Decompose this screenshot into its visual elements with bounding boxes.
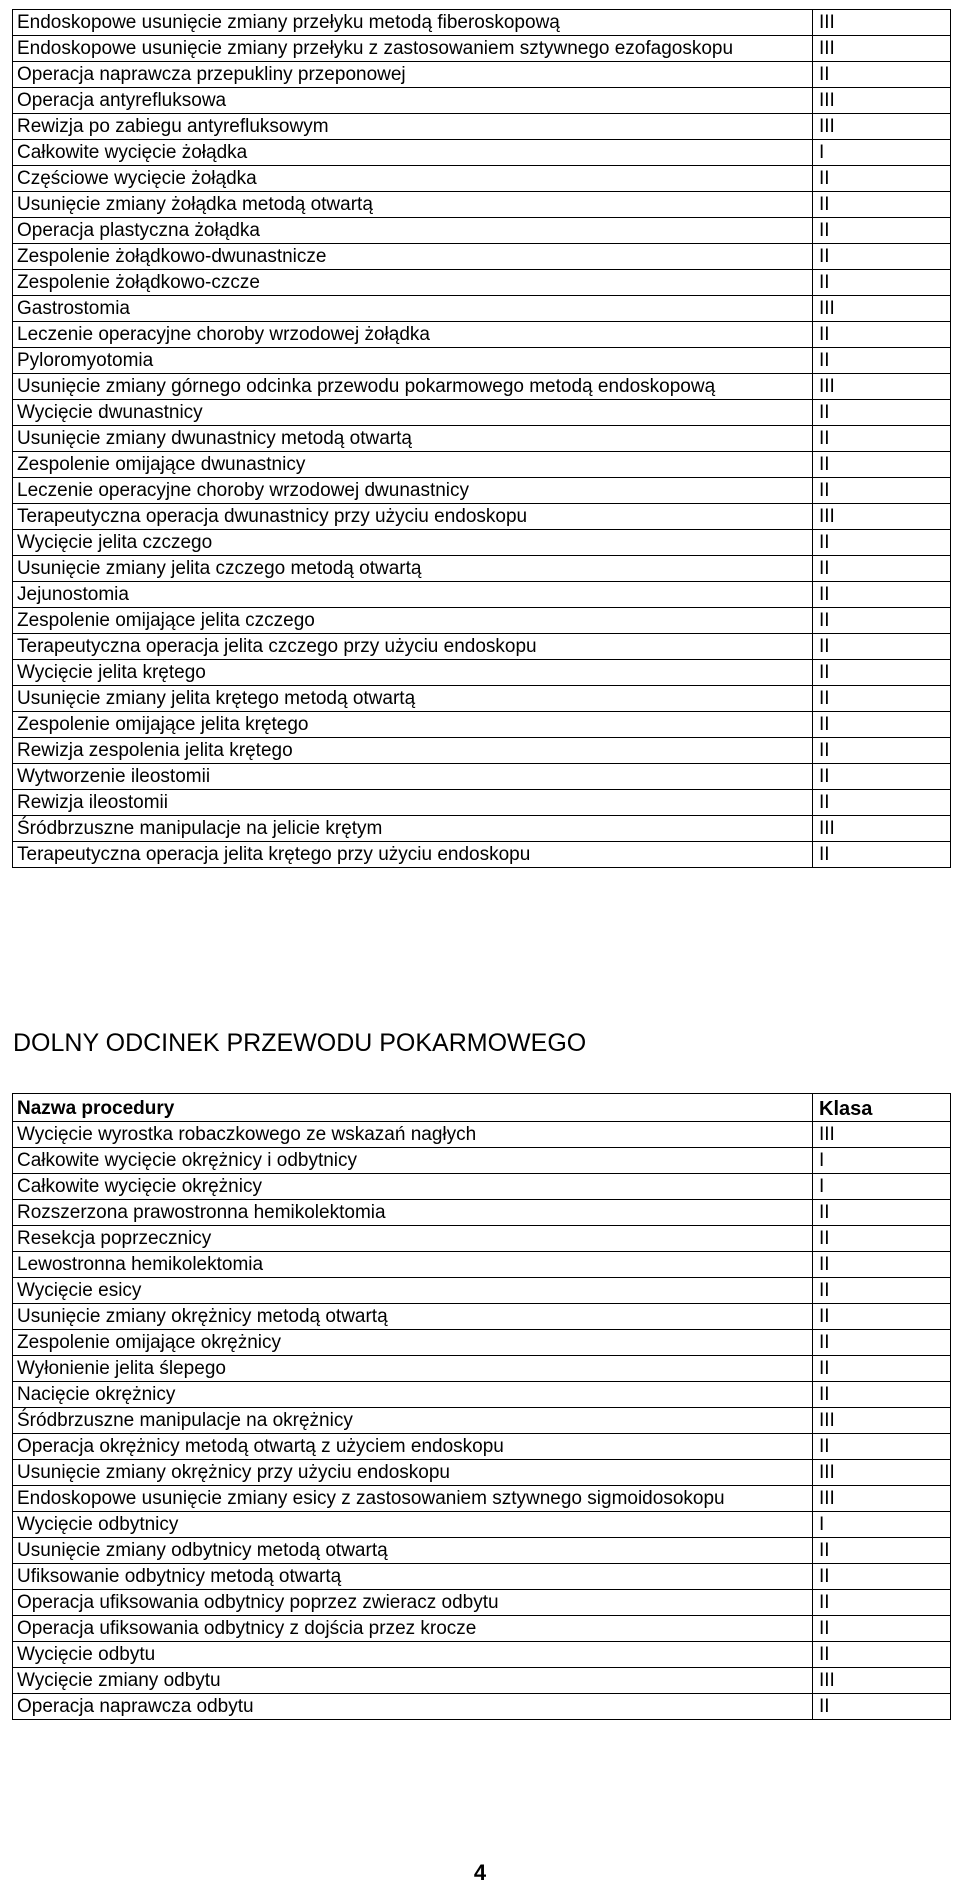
- table-row: [13, 1434, 951, 1460]
- table-row: [13, 322, 951, 348]
- procedure-name: Usunięcie zmiany okrężnicy metodą otwartą: [13, 1304, 813, 1330]
- table-row: [13, 400, 951, 426]
- procedure-class: I: [813, 140, 951, 166]
- header-class: Klasa: [813, 1094, 951, 1122]
- table-row: [13, 1512, 951, 1538]
- procedure-name: Usunięcie zmiany okrężnicy przy użyciu endoskopu: [13, 1460, 813, 1486]
- procedure-class: II: [813, 1616, 951, 1642]
- procedure-name: Zespolenie omijające okrężnicy: [13, 1330, 813, 1356]
- procedure-name: Operacja naprawcza odbytu: [13, 1694, 813, 1720]
- table-row: [13, 62, 951, 88]
- procedure-class: II: [813, 634, 951, 660]
- procedure-name: Leczenie operacyjne choroby wrzodowej dwunastnicy: [13, 478, 813, 504]
- procedure-name: Endoskopowe usunięcie zmiany przełyku metodą fiberoskopową: [13, 10, 813, 36]
- table-row: [13, 1668, 951, 1694]
- procedure-class: III: [813, 114, 951, 140]
- procedure-class: II: [813, 1382, 951, 1408]
- page-number: 4: [473, 1860, 487, 1885]
- procedure-name: Terapeutyczna operacja jelita krętego przy użyciu endoskopu: [13, 842, 813, 868]
- table-row: [13, 1486, 951, 1512]
- section-title: DOLNY ODCINEK PRZEWODU POKARMOWEGO: [13, 1029, 587, 1057]
- table-row: [13, 426, 951, 452]
- procedure-name: Wycięcie zmiany odbytu: [13, 1668, 813, 1694]
- procedure-name: Wyłonienie jelita ślepego: [13, 1356, 813, 1382]
- table-row: [13, 452, 951, 478]
- table-row: [13, 556, 951, 582]
- procedure-class: II: [813, 1200, 951, 1226]
- procedure-name: Usunięcie zmiany dwunastnicy metodą otwartą: [13, 426, 813, 452]
- procedure-name: Wytworzenie ileostomii: [13, 764, 813, 790]
- procedure-name: Całkowite wycięcie okrężnicy: [13, 1174, 813, 1200]
- procedure-name: Zespolenie omijające jelita krętego: [13, 712, 813, 738]
- procedure-name: Operacja naprawcza przepukliny przeponowej: [13, 62, 813, 88]
- procedure-class: III: [813, 504, 951, 530]
- table-row: [13, 1590, 951, 1616]
- table-row: [13, 1330, 951, 1356]
- procedure-class: II: [813, 1590, 951, 1616]
- procedure-class: III: [813, 88, 951, 114]
- table-row: [13, 1122, 951, 1148]
- procedure-name: Operacja antyrefluksowa: [13, 88, 813, 114]
- table-row: [13, 1460, 951, 1486]
- procedure-name: Operacja ufiksowania odbytnicy z dojścia przez krocze: [13, 1616, 813, 1642]
- procedure-name: Rewizja ileostomii: [13, 790, 813, 816]
- procedure-class: II: [813, 244, 951, 270]
- procedure-class: II: [813, 1642, 951, 1668]
- procedure-name: Częściowe wycięcie żołądka: [13, 166, 813, 192]
- procedure-class: II: [813, 764, 951, 790]
- procedure-name: Zespolenie żołądkowo-dwunastnicze: [13, 244, 813, 270]
- table-row: [13, 1174, 951, 1200]
- procedure-class: III: [813, 374, 951, 400]
- procedure-name: Leczenie operacyjne choroby wrzodowej żołądka: [13, 322, 813, 348]
- procedure-class: I: [813, 1512, 951, 1538]
- table-row: [13, 1564, 951, 1590]
- procedure-class: II: [813, 1278, 951, 1304]
- procedure-class: III: [813, 10, 951, 36]
- procedure-name: Usunięcie zmiany odbytnicy metodą otwartą: [13, 1538, 813, 1564]
- procedure-class: II: [813, 1330, 951, 1356]
- procedure-name: Gastrostomia: [13, 296, 813, 322]
- procedure-name: Operacja okrężnicy metodą otwartą z użyciem endoskopu: [13, 1434, 813, 1460]
- procedure-name: Usunięcie zmiany żołądka metodą otwartą: [13, 192, 813, 218]
- procedure-class: II: [813, 712, 951, 738]
- upper-gi-procedures-body: [13, 10, 951, 868]
- procedure-class: III: [813, 1408, 951, 1434]
- procedure-class: II: [813, 790, 951, 816]
- table-row: [13, 764, 951, 790]
- table-row: [13, 738, 951, 764]
- procedure-name: Śródbrzuszne manipulacje na jelicie krętym: [13, 816, 813, 842]
- table-row: [13, 348, 951, 374]
- procedure-name: Jejunostomia: [13, 582, 813, 608]
- table-row: [13, 1616, 951, 1642]
- table-row: [13, 1642, 951, 1668]
- procedure-name: Usunięcie zmiany jelita krętego metodą otwartą: [13, 686, 813, 712]
- table-row: [13, 608, 951, 634]
- procedure-name: Zespolenie żołądkowo-czcze: [13, 270, 813, 296]
- procedure-class: II: [813, 660, 951, 686]
- procedure-class: III: [813, 296, 951, 322]
- procedure-class: III: [813, 1668, 951, 1694]
- procedure-class: II: [813, 400, 951, 426]
- procedure-name: Endoskopowe usunięcie zmiany esicy z zastosowaniem sztywnego sigmoidosokopu: [13, 1486, 813, 1512]
- procedure-name: Operacja ufiksowania odbytnicy poprzez zwieracz odbytu: [13, 1590, 813, 1616]
- procedure-class: II: [813, 1304, 951, 1330]
- table-row: [13, 686, 951, 712]
- table-row: [13, 1304, 951, 1330]
- procedure-class: I: [813, 1148, 951, 1174]
- procedure-class: II: [813, 166, 951, 192]
- procedure-class: II: [813, 426, 951, 452]
- procedure-class: II: [813, 582, 951, 608]
- procedure-class: II: [813, 1694, 951, 1720]
- table-row: [13, 36, 951, 62]
- procedure-class: II: [813, 348, 951, 374]
- procedure-class: III: [813, 36, 951, 62]
- table-row: [13, 1148, 951, 1174]
- procedure-name: Zespolenie omijające dwunastnicy: [13, 452, 813, 478]
- table-row: [13, 218, 951, 244]
- table-row: [13, 296, 951, 322]
- procedure-class: II: [813, 322, 951, 348]
- procedure-name: Ufiksowanie odbytnicy metodą otwartą: [13, 1564, 813, 1590]
- procedure-name: Rewizja zespolenia jelita krętego: [13, 738, 813, 764]
- procedure-name: Operacja plastyczna żołądka: [13, 218, 813, 244]
- table-row: [13, 88, 951, 114]
- procedure-class: II: [813, 192, 951, 218]
- procedure-name: Całkowite wycięcie żołądka: [13, 140, 813, 166]
- procedure-name: Rozszerzona prawostronna hemikolektomia: [13, 1200, 813, 1226]
- table-row: [13, 1200, 951, 1226]
- table-row: [13, 244, 951, 270]
- procedure-class: II: [813, 1226, 951, 1252]
- procedure-class: II: [813, 62, 951, 88]
- table-row: [13, 842, 951, 868]
- procedure-class: II: [813, 738, 951, 764]
- procedure-name: Terapeutyczna operacja jelita czczego przy użyciu endoskopu: [13, 634, 813, 660]
- procedure-class: II: [813, 556, 951, 582]
- procedure-name: Nacięcie okrężnicy: [13, 1382, 813, 1408]
- upper-gi-procedures-table: [12, 9, 951, 868]
- table-row: [13, 166, 951, 192]
- procedure-name: Usunięcie zmiany górnego odcinka przewodu pokarmowego metodą endoskopową: [13, 374, 813, 400]
- procedure-name: Resekcja poprzecznicy: [13, 1226, 813, 1252]
- table-row: [13, 504, 951, 530]
- procedure-class: II: [813, 1252, 951, 1278]
- table-row: [13, 1408, 951, 1434]
- table-row: [13, 582, 951, 608]
- table-row: [13, 192, 951, 218]
- procedure-class: III: [813, 1122, 951, 1148]
- procedure-class: III: [813, 816, 951, 842]
- procedure-class: II: [813, 608, 951, 634]
- procedure-name: Wycięcie odbytu: [13, 1642, 813, 1668]
- procedure-class: II: [813, 452, 951, 478]
- procedure-name: Pyloromyotomia: [13, 348, 813, 374]
- procedure-name: Wycięcie jelita krętego: [13, 660, 813, 686]
- table-row: [13, 816, 951, 842]
- procedure-name: Endoskopowe usunięcie zmiany przełyku z zastosowaniem sztywnego ezofagoskopu: [13, 36, 813, 62]
- procedure-name: Całkowite wycięcie okrężnicy i odbytnicy: [13, 1148, 813, 1174]
- table-row: [13, 140, 951, 166]
- table-row: [13, 634, 951, 660]
- lower-gi-procedures-body: [13, 1122, 951, 1720]
- header-procedure-name: Nazwa procedury: [13, 1094, 813, 1122]
- procedure-class: II: [813, 1356, 951, 1382]
- table-row: [13, 270, 951, 296]
- table-row: [13, 1382, 951, 1408]
- procedure-name: Śródbrzuszne manipulacje na okrężnicy: [13, 1408, 813, 1434]
- procedure-class: III: [813, 1460, 951, 1486]
- table-row: [13, 1538, 951, 1564]
- procedure-class: I: [813, 1174, 951, 1200]
- procedure-name: Lewostronna hemikolektomia: [13, 1252, 813, 1278]
- table-row: [13, 1226, 951, 1252]
- procedure-class: II: [813, 270, 951, 296]
- table-row: [13, 530, 951, 556]
- procedure-class: II: [813, 530, 951, 556]
- procedure-name: Terapeutyczna operacja dwunastnicy przy użyciu endoskopu: [13, 504, 813, 530]
- procedure-name: Rewizja po zabiegu antyrefluksowym: [13, 114, 813, 140]
- procedure-name: Wycięcie odbytnicy: [13, 1512, 813, 1538]
- procedure-class: II: [813, 1538, 951, 1564]
- procedure-name: Wycięcie wyrostka robaczkowego ze wskazań nagłych: [13, 1122, 813, 1148]
- procedure-class: II: [813, 218, 951, 244]
- table-row: [13, 1252, 951, 1278]
- procedure-name: Zespolenie omijające jelita czczego: [13, 608, 813, 634]
- table-row: [13, 790, 951, 816]
- procedure-class: III: [813, 1486, 951, 1512]
- table-row: [13, 660, 951, 686]
- procedure-class: II: [813, 478, 951, 504]
- procedure-name: Usunięcie zmiany jelita czczego metodą otwartą: [13, 556, 813, 582]
- table-row: [13, 374, 951, 400]
- procedure-class: II: [813, 1564, 951, 1590]
- table-row: [13, 1278, 951, 1304]
- procedure-class: II: [813, 842, 951, 868]
- table-header-row: [13, 1094, 951, 1122]
- table-row: [13, 1694, 951, 1720]
- table-row: [13, 1356, 951, 1382]
- lower-gi-procedures-table: [12, 1093, 951, 1720]
- table-row: [13, 478, 951, 504]
- procedure-name: Wycięcie dwunastnicy: [13, 400, 813, 426]
- table-row: [13, 114, 951, 140]
- table-row: [13, 712, 951, 738]
- procedure-class: II: [813, 686, 951, 712]
- procedure-name: Wycięcie esicy: [13, 1278, 813, 1304]
- procedure-class: II: [813, 1434, 951, 1460]
- table-row: [13, 10, 951, 36]
- procedure-name: Wycięcie jelita czczego: [13, 530, 813, 556]
